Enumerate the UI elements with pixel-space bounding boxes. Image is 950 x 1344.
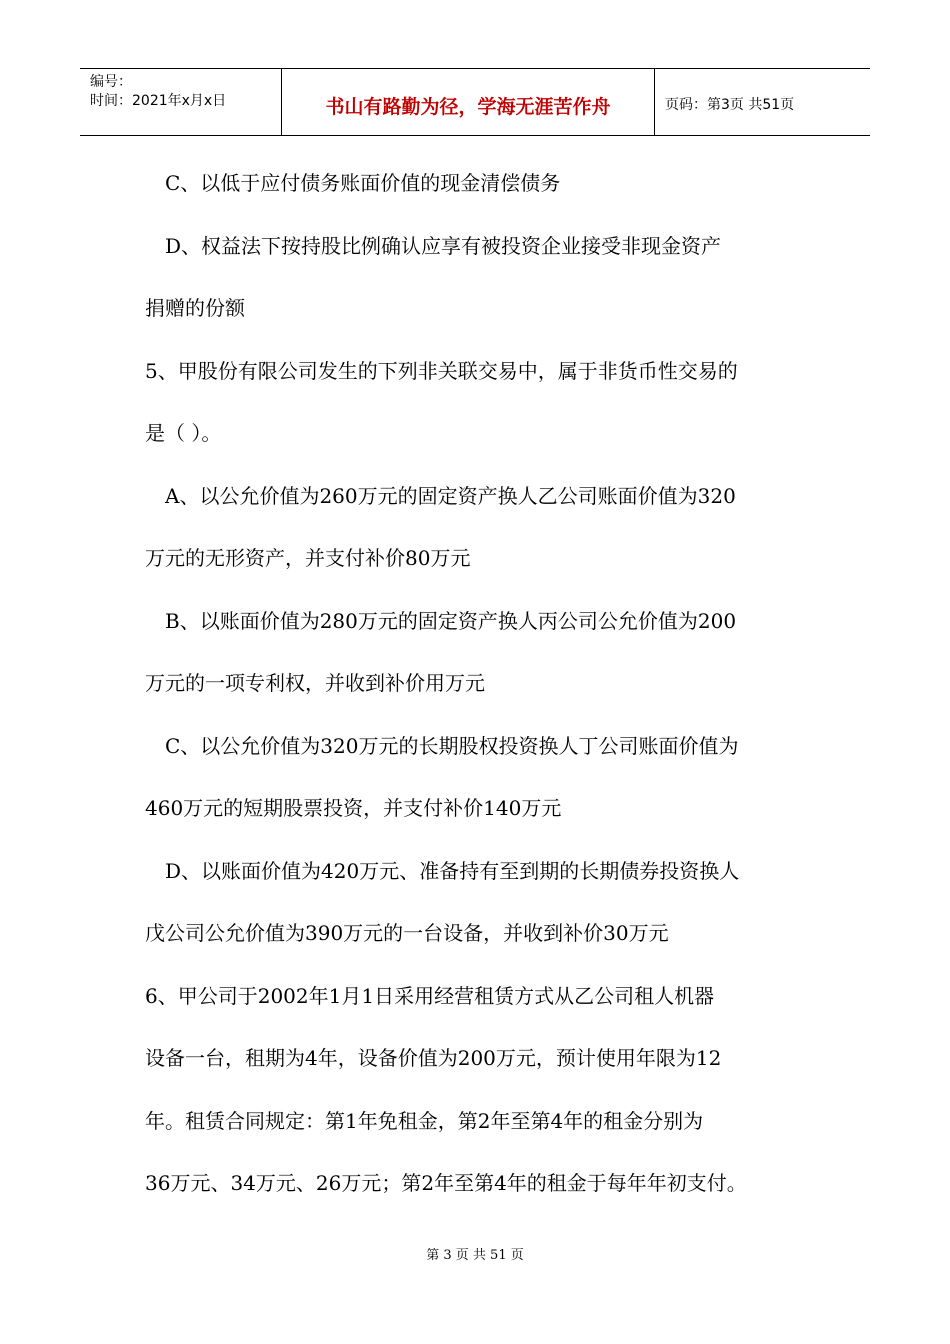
text-line: 捐赠的份额 [145,296,245,320]
document-number-label: 编号： [90,74,132,90]
text-line: D、权益法下按持股比例确认应享有被投资企业接受非现金资产 [165,233,722,258]
header-motto: 书山有路勤为径，学海无涯苦作舟 [282,69,655,135]
text-line: 万元的一项专利权，并收到补价用万元 [145,671,485,695]
text-line: D、以账面价值为420万元、准备持有至到期的长期债券投资换人 [165,858,740,883]
text-line: B、以账面价值为280万元的固定资产换人丙公司公允价值为200 [165,608,737,633]
document-time-label: 时间：2021年x月x日 [90,93,227,109]
text-line: C、以低于应付债务账面价值的现金清偿债务 [165,171,561,195]
header-page-info: 页码：第3页 共51页 [665,97,795,113]
page-footer: 第 3 页 共 51 页 [426,1248,524,1263]
text-line: 是（ ）。 [145,421,222,445]
page-header [80,68,870,136]
document-body [145,152,813,1215]
text-line: C、以公允价值为320万元的长期股权投资换人丁公司账面价值为 [165,733,739,758]
text-line: 戊公司公允价值为390万元的一台设备，并收到补价30万元 [145,921,669,945]
text-line: 5、甲股份有限公司发生的下列非关联交易中，属于非货币性交易的 [145,358,738,383]
text-line: 万元的无形资产，并支付补价80万元 [145,546,471,570]
text-line: 36万元、34万元、26万元；第2年至第4年的租金于每年年初支付。 [145,1171,747,1195]
text-line: 6、甲公司于2002年1月1日采用经营租赁方式从乙公司租人机器 [145,983,715,1008]
text-line: A、以公允价值为260万元的固定资产换人乙公司账面价值为320 [165,483,736,508]
header-meta [80,69,282,135]
text-line: 设备一台，租期为4年，设备价值为200万元，预计使用年限为12 [145,1046,722,1070]
text-line: 460万元的短期股票投资，并支付补价140万元 [145,796,562,820]
text-line: 年。租赁合同规定：第1年免租金，第2年至第4年的租金分别为 [145,1108,704,1133]
